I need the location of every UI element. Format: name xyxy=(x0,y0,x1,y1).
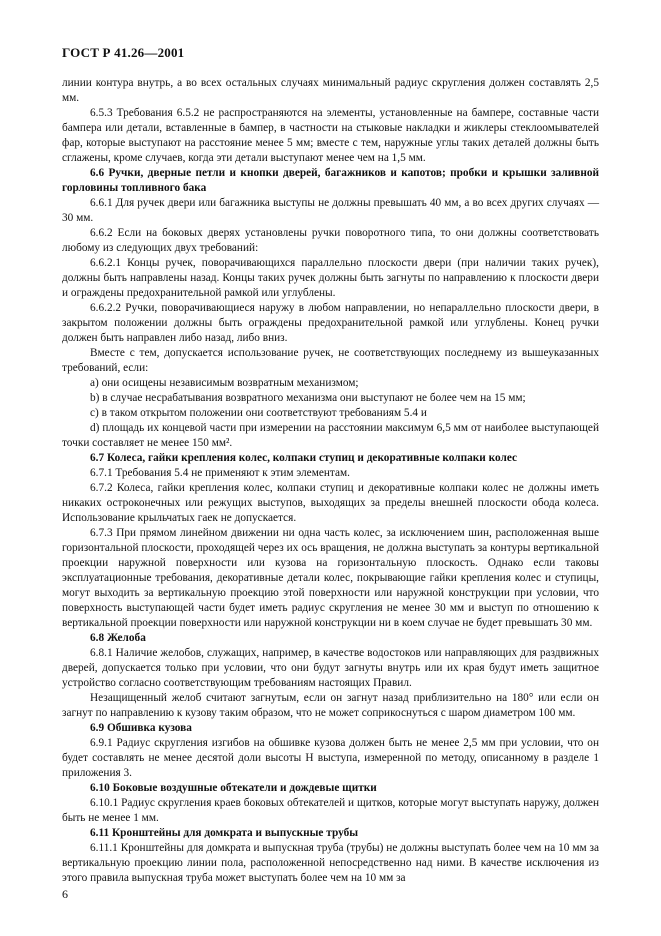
paragraph-6-6-2: 6.6.2 Если на боковых дверях установлены ручки поворотного типа, то они должны соответствовать любому из следующих двух требований: xyxy=(62,227,599,254)
list-item-a: a) они осищены независимым возвратным механизмом; xyxy=(90,377,359,389)
paragraph: линии контура внутрь, а во всех остальных случаях минимальный радиус скругления должен составлять 2,5 мм. xyxy=(62,77,599,104)
list-item-d: d) площадь их концевой части при измерении на расстоянии максимум 6,5 мм от наиболее выступающей точки составляет не менее 150 мм². xyxy=(62,422,599,449)
section-heading-6-9: 6.9 Обшивка кузова xyxy=(90,722,192,734)
paragraph-6-7-2: 6.7.2 Колеса, гайки крепления колес, колпаки ступиц и декоративные колпаки колес не должны иметь никаких остроконечных или режущих выступов, выходящих за пределы внешней плоскости обода колеса. Использование крыльчатых гаек не допускается. xyxy=(62,482,599,524)
paragraph-6-6-2-1: 6.6.2.1 Концы ручек, поворачивающихся параллельно плоскости двери (при наличии таких ручек), должны быть направлены назад. Концы таких ручек должны быть загнуты по направлению к плоскости двери и ограждены предохранительной рамкой или углублены. xyxy=(62,257,599,299)
page-number: 6 xyxy=(62,887,68,901)
paragraph-6-11-1: 6.11.1 Кронштейны для домкрата и выпускная труба (трубы) не должны выступать более чем на 10 мм за вертикальную проекцию линии пола, расположенной непосредственно над ними. В качестве исключения из этого правила выпускная труба может выступать более чем на 10 мм за xyxy=(62,842,599,884)
paragraph-6-6-2-2: 6.6.2.2 Ручки, поворачивающиеся наружу в любом направлении, но непараллельно плоскости двери, в закрытом положении должны быть ограждены предохранительной рамкой или углублены. Конец ручки должен быть направлен либо назад, либо вниз. xyxy=(62,302,599,344)
list-item-b: b) в случае несрабатывания возвратного механизма они выступают не более чем на 15 мм; xyxy=(90,392,526,404)
list-item-c: c) в таком открытом положении они соответствуют требованиям 5.4 и xyxy=(90,407,427,419)
paragraph-6-5-3: 6.5.3 Требования 6.5.2 не распространяются на элементы, установленные на бампере, составные части бампера или детали, вставленные в бампер, в частности на стыковые накладки и жиклеры стеклоомывателей фар, которые выступают на расстояние менее 5 мм; вместе с тем, наружные углы таких деталей должны быть сглажены, кроме случаев, когда эти детали выступают менее чем на 1,5 мм. xyxy=(62,107,599,164)
paragraph-6-7-1: 6.7.1 Требования 5.4 не применяют к этим элементам. xyxy=(90,467,350,479)
paragraph-unprotected-gutter: Незащищенный желоб считают загнутым, если он загнут назад приблизительно на 180° или если он загнут по направлению к кузову таким образом, что не может соприкоснуться с шаром диаметром 100 мм. xyxy=(62,692,599,719)
section-heading-6-10: 6.10 Боковые воздушные обтекатели и дождевые щитки xyxy=(90,782,377,794)
standard-header: ГОСТ Р 41.26—2001 xyxy=(62,45,185,60)
document-body xyxy=(62,76,599,886)
paragraph-6-10-1: 6.10.1 Радиус скругления краев боковых обтекателей и щитков, которые могут выступать наружу, должен быть не менее 1 мм. xyxy=(62,797,599,824)
paragraph-6-7-3: 6.7.3 При прямом линейном движении ни одна часть колес, за исключением шин, расположенная выше горизонтальной плоскости, проходящей через их ось вращения, не должна выступать за контуры вертикальной проекции наружной поверхности или кузова на горизонтальную плоскость. Однако если таковы эксплуатационные требования, декоративные детали колес, покрывающие гайки крепления колес и ступицы, могут выходить за вертикальную проекцию этой поверхности или наружной конструкции при условии, что поверхность выступающей части будет иметь радиус скругления не менее 30 мм и выступ по отношению к вертикальной проекции поверхности или наружной конструкции ни в коем случае не будет превышать 30 мм. xyxy=(62,527,599,629)
section-heading-6-7: 6.7 Колеса, гайки крепления колес, колпаки ступиц и декоративные колпаки колес xyxy=(90,452,517,464)
paragraph-6-6-1: 6.6.1 Для ручек двери или багажника выступы не должны превышать 40 мм, а во всех других случаях — 30 мм. xyxy=(62,197,599,224)
section-heading-6-6: 6.6 Ручки, дверные петли и кнопки дверей, багажников и капотов; пробки и крышки заливной горловины топливного бака xyxy=(62,167,599,194)
paragraph-exception: Вместе с тем, допускается использование ручек, не соответствующих последнему из вышеуказанных требований, если: xyxy=(62,347,599,374)
paragraph-6-8-1: 6.8.1 Наличие желобов, служащих, например, в качестве водостоков или направляющих для раздвижных дверей, допускается только при условии, что они будут загнуты внутрь или их края будут иметь защитное устройство согласно соответствующим требованиям настоящих Правил. xyxy=(62,647,599,689)
section-heading-6-11: 6.11 Кронштейны для домкрата и выпускные трубы xyxy=(90,827,359,839)
paragraph-6-9-1: 6.9.1 Радиус скругления изгибов на обшивке кузова должен быть не менее 2,5 мм при условии, что он будет составлять не менее десятой доли высоты H выступа, измеренной по методу, описанному в разделе 1 приложения 3. xyxy=(62,737,599,779)
section-heading-6-8: 6.8 Желоба xyxy=(90,632,146,644)
